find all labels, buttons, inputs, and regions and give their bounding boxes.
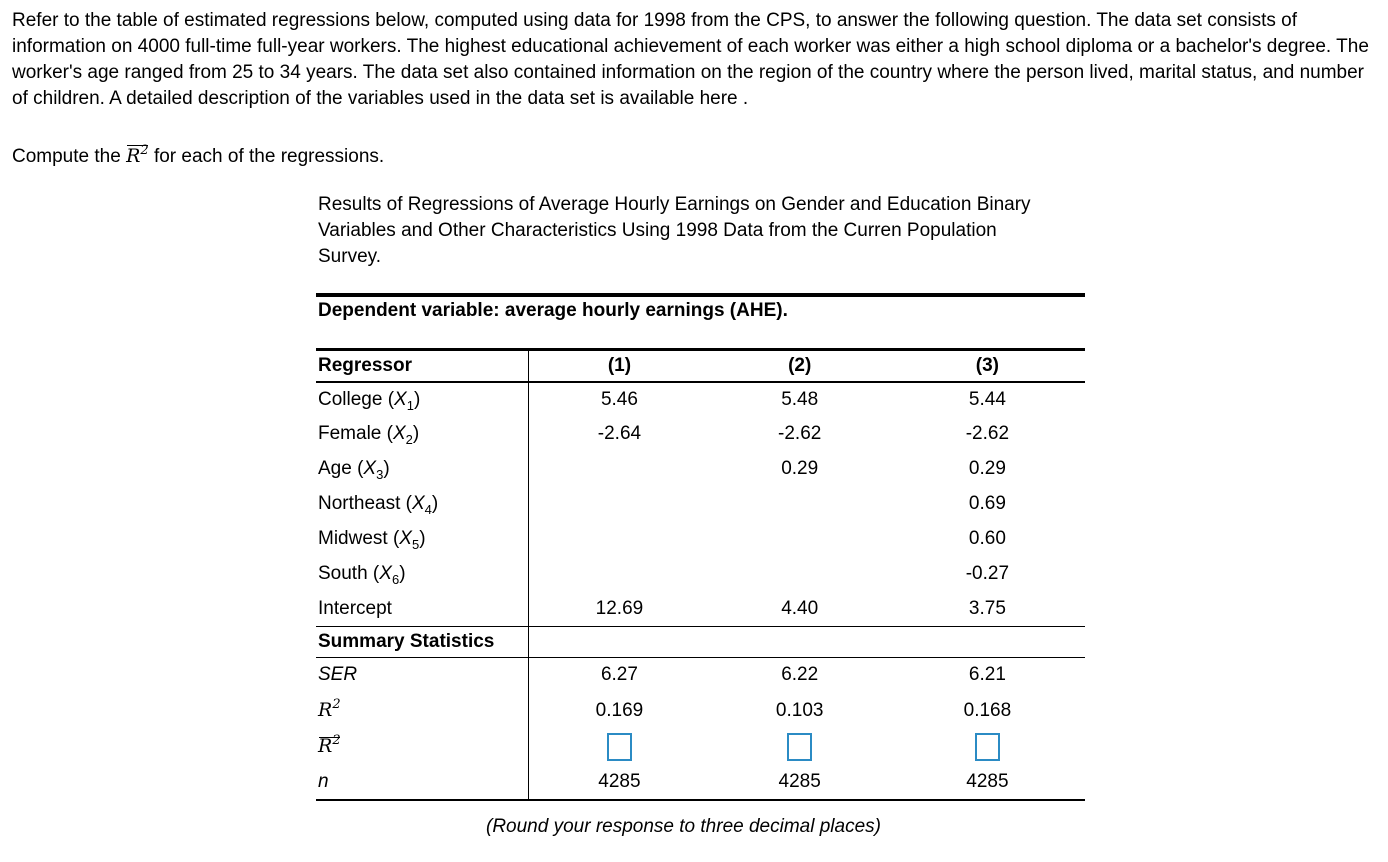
row-label-south: South $(X_6)$ <box>316 557 529 592</box>
adjusted-r-squared-input-3[interactable] <box>975 733 1000 761</box>
cell-northeast-3: 0.69 <box>968 493 1006 514</box>
table-row-r-squared <box>316 693 1085 729</box>
cell-midwest-3: 0.60 <box>968 528 1006 549</box>
cell-northeast-1 <box>529 487 710 522</box>
cell-n-3: 4285 <box>966 770 1009 792</box>
cell-ser-3: 6.21 <box>968 664 1006 686</box>
cell-midwest-1 <box>529 522 710 557</box>
cell-intercept-3: 3.75 <box>968 597 1006 619</box>
table-row <box>316 417 1085 452</box>
row-label-college: College $(X_1)$ <box>316 382 529 417</box>
rounding-note: (Round your response to three decimal places) <box>486 816 881 837</box>
adjusted-r-squared-input-1[interactable] <box>607 733 632 761</box>
row-label-midwest: Midwest $(X_5)$ <box>316 522 529 557</box>
row-label-n: n <box>316 765 529 800</box>
cell-female-1: -2.64 <box>597 423 642 444</box>
cell-intercept-2: 4.40 <box>781 597 819 619</box>
header-col-2: (2) <box>788 354 812 376</box>
cell-age-1 <box>529 452 710 487</box>
header-regressor: Regressor <box>316 350 529 382</box>
question-prompt <box>12 143 384 170</box>
cell-northeast-2 <box>710 487 890 522</box>
table-row <box>316 452 1085 487</box>
cell-n-2: 4285 <box>778 770 821 792</box>
table-row <box>316 592 1085 627</box>
dependent-variable-label: Dependent variable: average hourly earnings (AHE). <box>318 300 788 321</box>
table-caption: Results of Regressions of Average Hourly Earnings on Gender and Education Binary Variables and Other Characteristics Using 1998 Data from the Curren Population Survey. <box>318 194 1031 267</box>
table-row <box>316 487 1085 522</box>
row-label-ser: SER <box>316 658 529 693</box>
cell-ser-1: 6.27 <box>600 664 638 686</box>
header-col-3: (3) <box>975 354 1000 376</box>
table-row <box>316 382 1085 417</box>
table-top-rule <box>316 293 1085 297</box>
row-label-adjusted-r-squared: $R^2$ <box>316 729 529 765</box>
header-col-1: (1) <box>607 354 632 376</box>
table-row <box>316 522 1085 557</box>
summary-statistics-label: Summary Statistics <box>316 627 529 658</box>
cell-r-squared-3: 0.168 <box>963 699 1012 721</box>
cell-age-2: 0.29 <box>781 458 819 479</box>
row-label-northeast: Northeast $(X_4)$ <box>316 487 529 522</box>
table-header-row <box>316 350 1085 382</box>
row-label-intercept: Intercept <box>316 592 529 627</box>
adjusted-r-squared-symbol: $R^2$ <box>126 143 149 167</box>
table-row-n <box>316 765 1085 800</box>
cell-south-3: -0.27 <box>965 563 1010 584</box>
regression-table <box>316 348 1085 801</box>
cell-college-2: 5.48 <box>781 388 819 410</box>
table-row-ser <box>316 658 1085 693</box>
cell-intercept-1: 12.69 <box>595 597 644 619</box>
cell-r-squared-1: 0.169 <box>595 699 644 721</box>
cell-n-1: 4285 <box>598 770 641 792</box>
cell-adjusted-r-squared-2 <box>710 729 890 765</box>
adjusted-r-squared-input-2[interactable] <box>787 733 812 761</box>
cell-adjusted-r-squared-1 <box>529 729 710 765</box>
cell-midwest-2 <box>710 522 890 557</box>
cell-female-3: -2.62 <box>965 423 1010 444</box>
cell-ser-2: 6.22 <box>781 664 819 686</box>
summary-statistics-row <box>316 627 1085 658</box>
cell-age-3: 0.29 <box>968 458 1006 479</box>
question-prefix: Compute the <box>12 146 127 167</box>
cell-college-1: 5.46 <box>600 388 638 410</box>
row-label-age: Age $(X_3)$ <box>316 452 529 487</box>
cell-adjusted-r-squared-3 <box>890 729 1085 765</box>
cell-south-2 <box>710 557 890 592</box>
cell-college-3: 5.44 <box>968 388 1006 410</box>
question-suffix: for each of the regressions. <box>148 146 385 167</box>
problem-intro: Refer to the table of estimated regressions below, computed using data for 1998 from the CPS, to answer the following question. The data set consists of information on 4000 full-time full-year workers. The highest educational achievement of each worker was either a high school diploma or a bachelor's degree. The worker's age ranged from 25 to 34 years. The data set also contained information on the region of the country where the person lived, marital status, and number of children. A detailed description of the variables used in the data set is available here . <box>12 10 1369 109</box>
cell-r-squared-2: 0.103 <box>775 699 824 721</box>
row-label-r-squared: $R^2$ <box>316 693 529 729</box>
cell-female-2: -2.62 <box>778 423 822 444</box>
row-label-female: Female $(X_2)$ <box>316 417 529 452</box>
table-row-adjusted-r-squared <box>316 729 1085 765</box>
cell-south-1 <box>529 557 710 592</box>
table-row <box>316 557 1085 592</box>
